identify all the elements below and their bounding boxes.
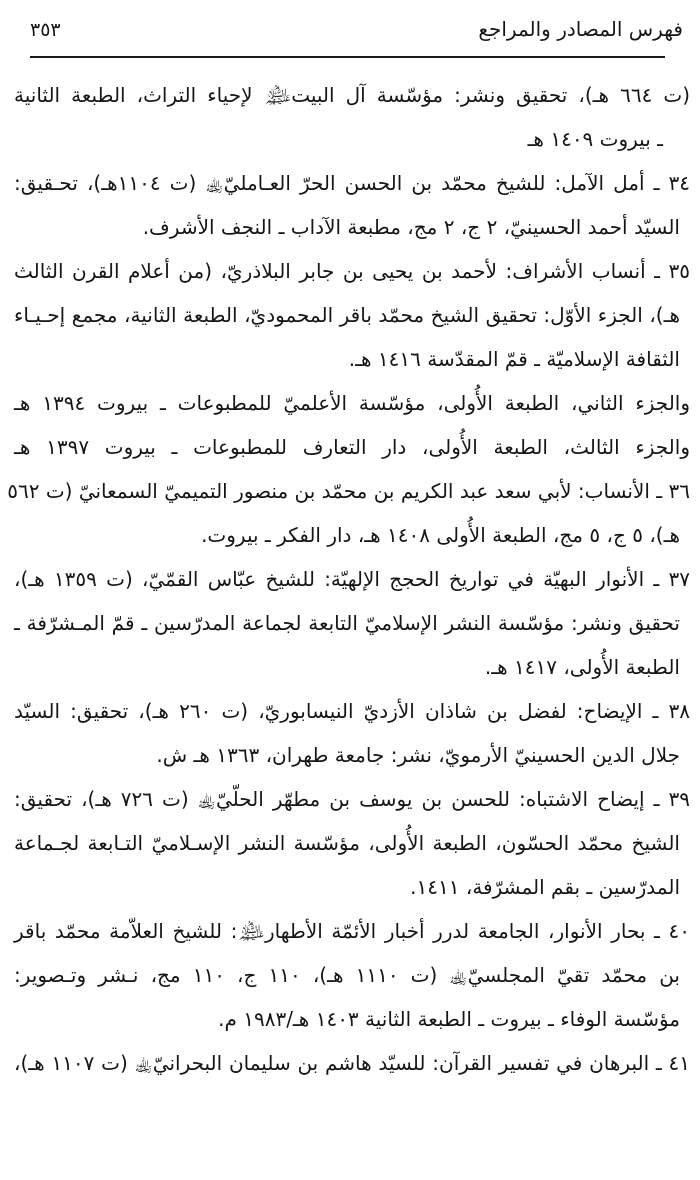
- reference-line: ٣٩ ـ إيضاح الاشتباه: للحسن بن يوسف بن مطهّر الحلّيّ﵀ (ت ٧٢٦ هـ)، تحقيق:: [14, 787, 690, 811]
- reference-line: الطبعة الأُولى، ١٤١٧ هـ.: [484, 655, 680, 679]
- reference-line: (ت ٦٦٤ هـ)، تحقيق ونشر: مؤسّسة آل البيت﵈ لإحياء التراث، الطبعة الثانية: [14, 83, 690, 107]
- references-list: [7, 73, 691, 1085]
- reference-line: ـ بيروت ١٤٠٩ هـ: [527, 127, 663, 151]
- reference-line: ٣٦ ـ الأنساب: لأبي سعد عبد الكريم بن محمّد بن منصور التميميّ السمعانيّ (ت ٥٦٢: [7, 479, 690, 503]
- reference-line: والجزء الثالث، الطبعة الأُولى، دار التعارف للمطبوعات ـ بيروت ١٣٩٧ هـ: [14, 435, 690, 459]
- reference-line: والجزء الثاني، الطبعة الأُولى، مؤسّسة الأعلميّ للمطبوعات ـ بيروت ١٣٩٤ هـ: [14, 391, 691, 415]
- reference-line: ٣٤ ـ أمل الآمل: للشيخ محمّد بن الحسن الحرّ العـامليّ﵀ (ت ١١٠٤هـ)، تحـقيق:: [14, 171, 690, 195]
- reference-line: ٤٠ ـ بحار الأنوار، الجامعة لدرر أخبار الأئمّة الأطهار﵈: للشيخ العلاّمة محمّد باقر: [14, 919, 690, 943]
- reference-line: هـ)، الجزء الأوّل: تحقيق الشيخ محمّد باقر المحموديّ، الطبعة الثانية، مجمع إحـيـاء: [14, 303, 680, 327]
- reference-line: ٣٨ ـ الإيضاح: لفضل بن شاذان الأزديّ النيسابوريّ، (ت ٢٦٠ هـ)، تحقيق: السيّد: [14, 699, 690, 723]
- reference-line: الثقافة الإسلاميّة ـ قمّ المقدّسة ١٤١٦ هـ.: [348, 347, 680, 371]
- reference-line: السيّد أحمد الحسينيّ، ٢ ج، ٢ مج، مطبعة الآداب ـ النجف الأشرف.: [142, 215, 680, 239]
- reference-line: المدرّسين ـ بقم المشرّفة، ١٤١١.: [410, 875, 680, 899]
- reference-line: الشيخ محمّد الحسّون، الطبعة الأُولى، مؤسّسة النشر الإسـلاميّ التـابعة لجـماعة: [14, 831, 680, 855]
- reference-line: جلال الدين الحسينيّ الأرمويّ، نشر: جامعة طهران، ١٣٦٣ هـ ش.: [156, 743, 680, 767]
- reference-line: مؤسّسة الوفاء ـ بيروت ـ الطبعة الثانية ١٤٠٣ هـ/١٩٨٣ م.: [218, 1007, 680, 1031]
- reference-line: ٤١ ـ البرهان في تفسير القرآن: للسيّد هاشم بن سليمان البحرانيّ﵀ (ت ١١٠٧ هـ)،: [14, 1051, 690, 1075]
- page-header-title: فهرس المصادر والمراجع: [478, 17, 683, 41]
- reference-line: ٣٥ ـ أنساب الأشراف: لأحمد بن يحيى بن جابر البلاذريّ، (من أعلام القرن الثالث: [14, 259, 690, 283]
- reference-line: تحقيق ونشر: مؤسّسة النشر الإسلاميّ التابعة لجماعة المدرّسين ـ قمّ المـشرّفة ـ: [14, 611, 680, 635]
- reference-line: ٣٧ ـ الأنوار البهيّة في تواريخ الحجج الإلهيّة: للشيخ عبّاس القمّيّ، (ت ١٣٥٩ هـ)،: [14, 567, 690, 591]
- page-number: ٣٥٣: [30, 19, 61, 41]
- reference-line: بن محمّد تقيّ المجلسيّ﵀ (ت ١١١٠ هـ)، ١١٠ ج، ١١٠ مج، نـشر وتـصوير:: [14, 963, 680, 987]
- header-divider-rule: [30, 56, 665, 58]
- reference-line: هـ)، ٥ ج، ٥ مج، الطبعة الأُولى ١٤٠٨ هـ، دار الفكر ـ بيروت.: [201, 523, 680, 547]
